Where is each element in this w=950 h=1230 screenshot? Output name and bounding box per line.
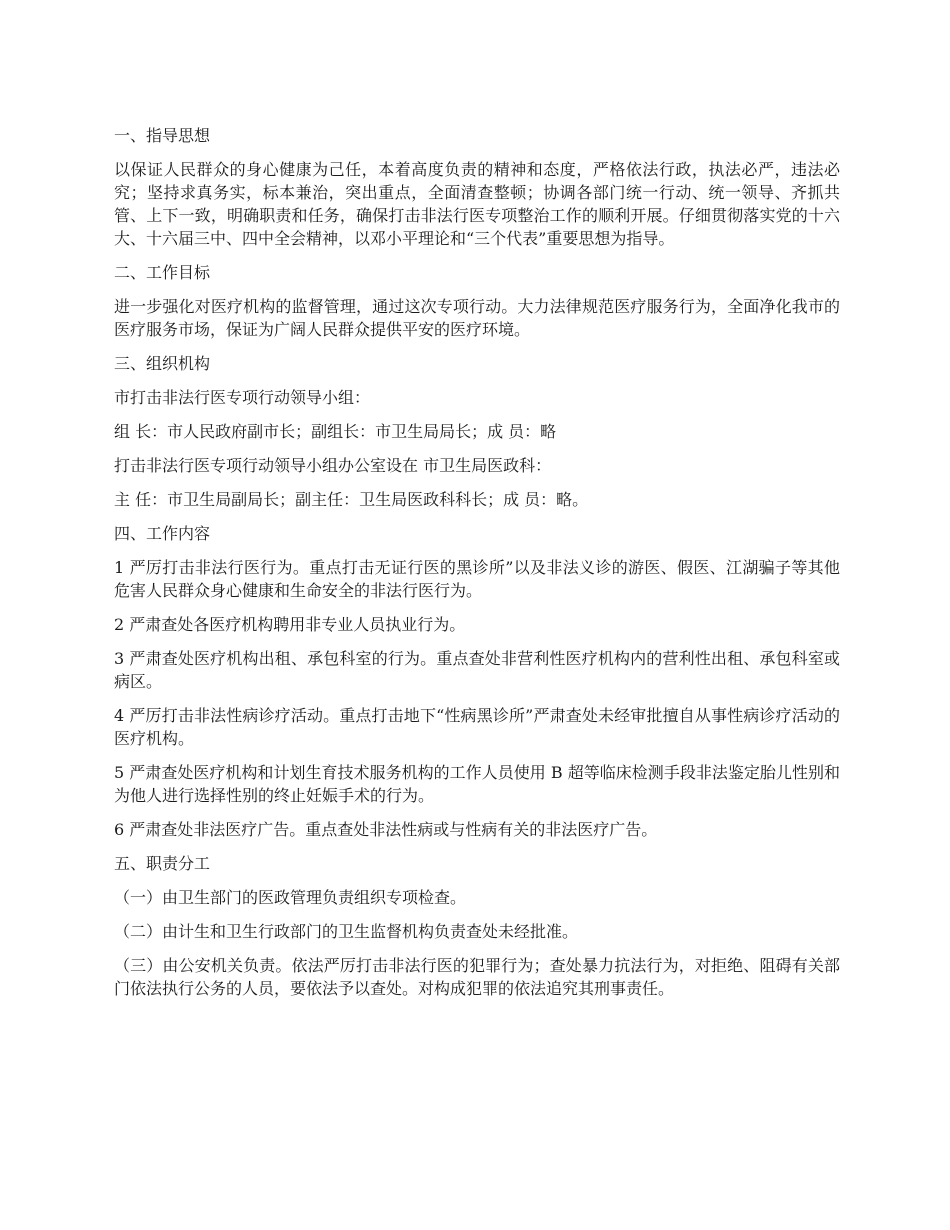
paragraph-item-3: 3 严肃查处医疗机构出租、承包科室的行为。重点查处非营利性医疗机构内的营利性出租、承包科室或病区。 [114,649,840,691]
paragraph-office-members: 主 任：市卫生局副局长；副主任：卫生局医政科科长；成 员：略。 [114,490,589,509]
section-heading-4: 四、工作内容 [114,524,211,543]
paragraph-item-5: 5 严肃查处医疗机构和计划生育技术服务机构的工作人员使用 B 超等临床检测手段非法鉴定胎儿性别和为他人进行选择性别的终止妊娠手术的行为。 [114,763,840,805]
paragraph-item-1: 1 严厉打击非法行医行为。重点打击无证行医的黑诊所”以及非法义诊的游医、假医、江湖骗子等其他危害人民群众身心健康和生命安全的非法行医行为。 [114,558,840,600]
paragraph-item-6: 6 严肃查处非法医疗广告。重点查处非法性病或与性病有关的非法医疗广告。 [114,820,658,839]
paragraph-duty-1: （一）由卫生部门的医政管理负责组织专项检查。 [114,888,467,907]
paragraph-leading-group: 市打击非法行医专项行动领导小组： [114,388,371,407]
section-heading-5: 五、职责分工 [114,854,211,873]
paragraph-item-4: 4 严厉打击非法性病诊疗活动。重点打击地下“性病黑诊所”严肃查处未经审批擅自从事性病诊疗活动的医疗机构。 [114,706,840,748]
section-heading-2: 二、工作目标 [114,263,211,282]
section-heading-1: 一、指导思想 [114,126,211,145]
paragraph-duty-3: （三）由公安机关负责。依法严厉打击非法行医的犯罪行为；查处暴力抗法行为，对拒绝、阻碍有关部门依法执行公务的人员，要依法予以查处。对构成犯罪的依法追究其刑事责任。 [114,956,840,998]
paragraph-item-2: 2 严肃查处各医疗机构聘用非专业人员执业行为。 [114,615,466,634]
paragraph-office-location: 打击非法行医专项行动领导小组办公室设在 市卫生局医政科： [114,456,552,475]
paragraph-work-goal: 进一步强化对医疗机构的监督管理，通过这次专项行动。大力法律规范医疗服务行为，全面净化我市的医疗服务市场，保证为广阔人民群众提供平安的医疗环境。 [114,297,840,339]
section-heading-3: 三、组织机构 [114,354,211,373]
paragraph-group-members: 组 长：市人民政府副市长；副组长：市卫生局局长；成 员：略 [114,422,557,441]
paragraph-duty-2: （二）由计生和卫生行政部门的卫生监督机构负责查处未经批准。 [114,922,579,941]
document-body [114,124,840,1011]
paragraph-guiding-thought: 以保证人民群众的身心健康为己任，本着高度负责的精神和态度，严格依法行政，执法必严，违法必究；坚持求真务实，标本兼治，突出重点，全面清查整顿；协调各部门统一行动、统一领导、齐抓共管、上下一致，明确职责和任务，确保打击非法行医专项整治工作的顺利开展。仔细贯彻落实党的十六大、十六届三中、四中全会精神，以邓小平理论和“三个代表”重要思想为指导。 [114,160,840,248]
